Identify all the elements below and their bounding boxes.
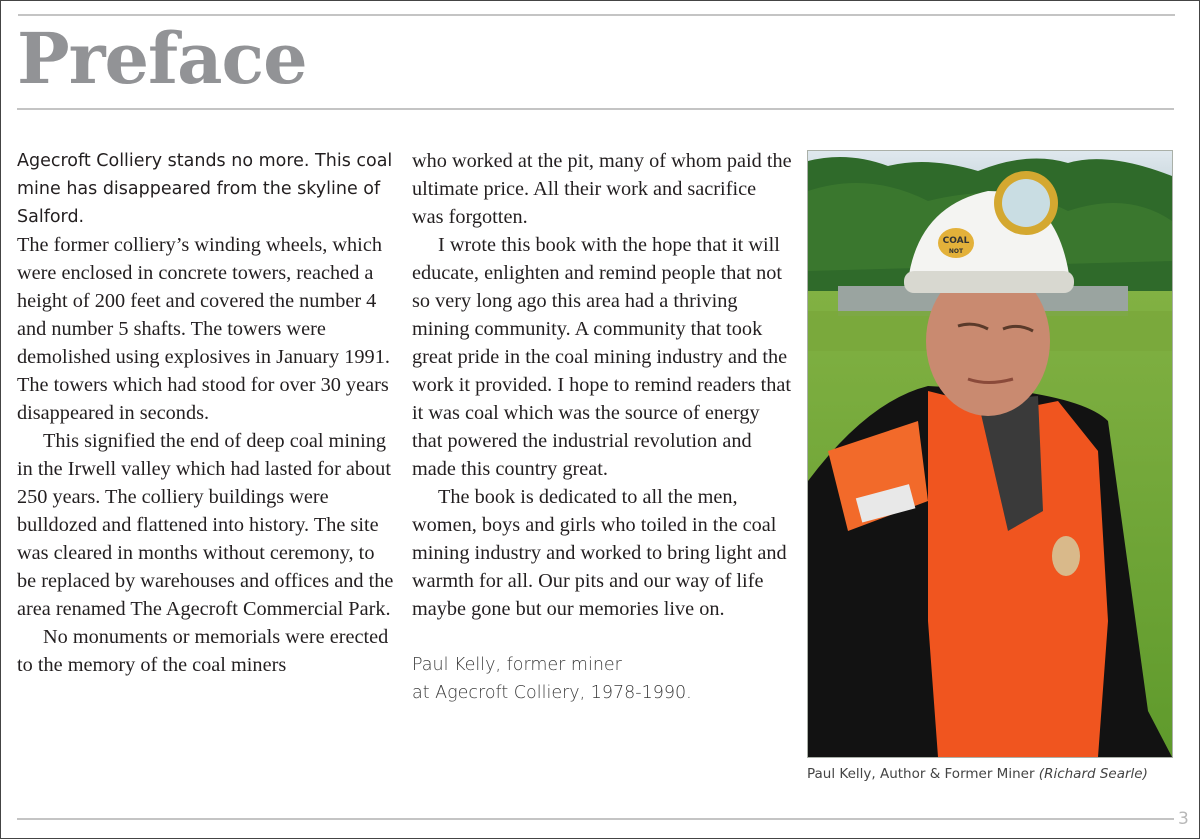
body-paragraph: The former colliery’s winding wheels, which were enclosed in concrete towers, reached a height of 200 feet and covered the number 4 and number 5 shafts. The towers were demolished using explosives in January 1991. The towers which had stood for over 30 years disappeared in seconds. — [17, 234, 390, 424]
helmet-badge-text-2: NOT — [948, 248, 964, 255]
top-rule — [18, 14, 1175, 16]
page-title: Preface — [17, 17, 307, 100]
photo-credit: (Richard Searle) — [1038, 766, 1148, 782]
glasses-in-pocket — [1052, 536, 1080, 576]
page-number: 3 — [1178, 809, 1189, 829]
helmet-badge-text-1: COAL — [942, 236, 970, 246]
footer-rule — [17, 818, 1174, 820]
body-paragraph: who worked at the pit, many of whom paid the ultimate price. All their work and sacrifice was forgotten. — [412, 150, 792, 228]
photo-caption — [807, 766, 1148, 782]
signature-line-2: at Agecroft Colliery, 1978-1990. — [412, 683, 692, 703]
caption-text: Paul Kelly, Author & Former Miner — [807, 766, 1035, 782]
lead-paragraph: Agecroft Colliery stands no more. This coal mine has disappeared from the skyline of Salford. — [17, 151, 393, 227]
text-column-2 — [412, 147, 792, 707]
text-column-1 — [17, 147, 397, 679]
author-signature — [412, 651, 792, 707]
signature-line-1: Paul Kelly, former miner — [412, 655, 622, 675]
body-paragraph: This signified the end of deep coal mining in the Irwell valley which had lasted for about 250 years. The colliery buildings were bulldozed and flattened into history. The site was cleared in months without ceremony, to be replaced by warehouses and offices and the area renamed The Agecroft Commercial Park. — [17, 430, 394, 620]
body-paragraph: No monuments or memorials were erected to the memory of the coal miners — [17, 626, 389, 676]
body-paragraph: I wrote this book with the hope that it will educate, enlighten and remind people that not so very long ago this area had a thriving mining community. A community that took great pride in the coal mining industry and the work it provided. I hope to remind readers that it was coal which was the source of energy that powered the industrial revolution and made this country great. — [412, 234, 792, 480]
body-paragraph: The book is dedicated to all the men, women, boys and girls who toiled in the coal mining industry and worked to bring light and warmth for all. Our pits and our way of life maybe gone but our memories live on. — [412, 486, 787, 620]
title-rule — [17, 108, 1174, 110]
helmet-brim — [904, 271, 1074, 293]
author-photo — [807, 150, 1173, 758]
miner-portrait-image — [808, 151, 1172, 757]
headlamp-lens — [1002, 179, 1050, 227]
